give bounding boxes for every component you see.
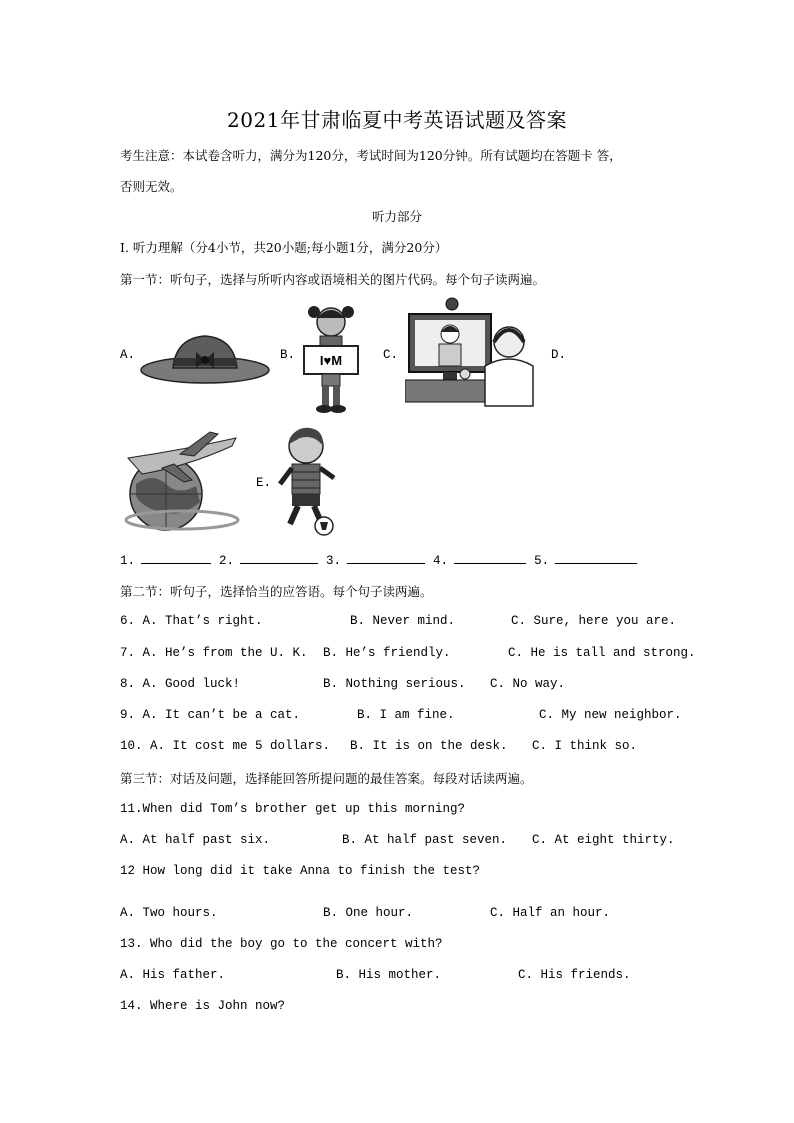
q11-option-a: A. At half past six. [120, 833, 271, 847]
section2-heading: 第二节：听句子，选择恰当的应答语。每个句子读两遍。 [120, 584, 433, 599]
blank-1[interactable] [141, 551, 211, 564]
q10-option-c: C. I think so. [532, 739, 638, 753]
q12-stem: 12 How long did it take Anna to finish the test? [120, 864, 481, 878]
section1-heading: 第一节：听句子，选择与所听内容或语境相关的图片代码。每个句子读两遍。 [120, 272, 546, 287]
q12-option-c: C. Half an hour. [490, 906, 611, 920]
part1-heading: I. 听力理解（分4小节，共20小题;每小题1分，满分20分） [120, 240, 448, 255]
notice-line-1: 考生注意：本试卷含听力，满分为120分，考试时间为120分钟。所有试题均在答题卡 答， [120, 148, 622, 163]
picture-b-label: B. [280, 348, 296, 362]
blank-3[interactable] [347, 551, 425, 564]
blank-3-label: 3. [326, 554, 342, 568]
q7-option-c: C. He is tall and strong. [508, 646, 696, 660]
q8-option-c: C. No way. [490, 677, 566, 691]
q6-option-a: 6. A. That’s right. [120, 614, 263, 628]
q8-option-a: 8. A. Good luck! [120, 677, 241, 691]
blank-5[interactable] [555, 551, 637, 564]
listening-heading: 听力部分 [371, 209, 422, 224]
q12-option-a: A. Two hours. [120, 906, 218, 920]
blank-4[interactable] [454, 551, 526, 564]
sign-text: I♥M [319, 353, 343, 368]
q6-option-c: C. Sure, here you are. [511, 614, 677, 628]
q13-option-c: C. His friends. [518, 968, 631, 982]
q9-option-b: B. I am fine. [357, 708, 455, 722]
blank-4-label: 4. [433, 554, 449, 568]
q9-option-c: C. My new neighbor. [539, 708, 682, 722]
q12-option-b: B. One hour. [323, 906, 414, 920]
page-title: 2021年甘肃临夏中考英语试题及答案 [227, 108, 567, 132]
blank-2[interactable] [240, 551, 318, 564]
q8-option-b: B. Nothing serious. [323, 677, 466, 691]
q13-stem: 13. Who did the boy go to the concert with? [120, 937, 443, 951]
q11-option-c: C. At eight thirty. [532, 833, 675, 847]
blanks-row [120, 551, 637, 568]
plane-globe-picture [122, 428, 242, 533]
q10-option-a: 10. A. It cost me 5 dollars. [120, 739, 331, 753]
q10-option-b: B. It is on the desk. [350, 739, 508, 753]
q7-option-a: 7. A. He’s from the U. K. [120, 646, 308, 660]
blank-5-label: 5. [534, 554, 550, 568]
q7-option-b: B. He’s friendly. [323, 646, 451, 660]
q11-stem: 11.When did Tom’s brother get up this morning? [120, 802, 466, 816]
q14-stem: 14. Where is John now? [120, 999, 286, 1013]
girl-with-sign-picture [300, 300, 362, 415]
boy-football-picture [276, 424, 346, 539]
hat-picture [138, 330, 273, 385]
q13-option-b: B. His mother. [336, 968, 442, 982]
picture-d-label: D. [551, 348, 567, 362]
notice-line-2: 否则无效。 [120, 179, 183, 194]
picture-c-label: C. [383, 348, 399, 362]
q6-option-b: B. Never mind. [350, 614, 456, 628]
section3-heading: 第三节：对话及问题，选择能回答所提问题的最佳答案。每段对话读两遍。 [120, 771, 533, 786]
video-call-picture [405, 296, 535, 412]
q13-option-a: A. His father. [120, 968, 226, 982]
blank-1-label: 1. [120, 554, 136, 568]
q9-option-a: 9. A. It can’t be a cat. [120, 708, 301, 722]
picture-a-label: A. [120, 348, 136, 362]
blank-2-label: 2. [219, 554, 235, 568]
q11-option-b: B. At half past seven. [342, 833, 508, 847]
picture-e-label: E. [256, 476, 272, 490]
